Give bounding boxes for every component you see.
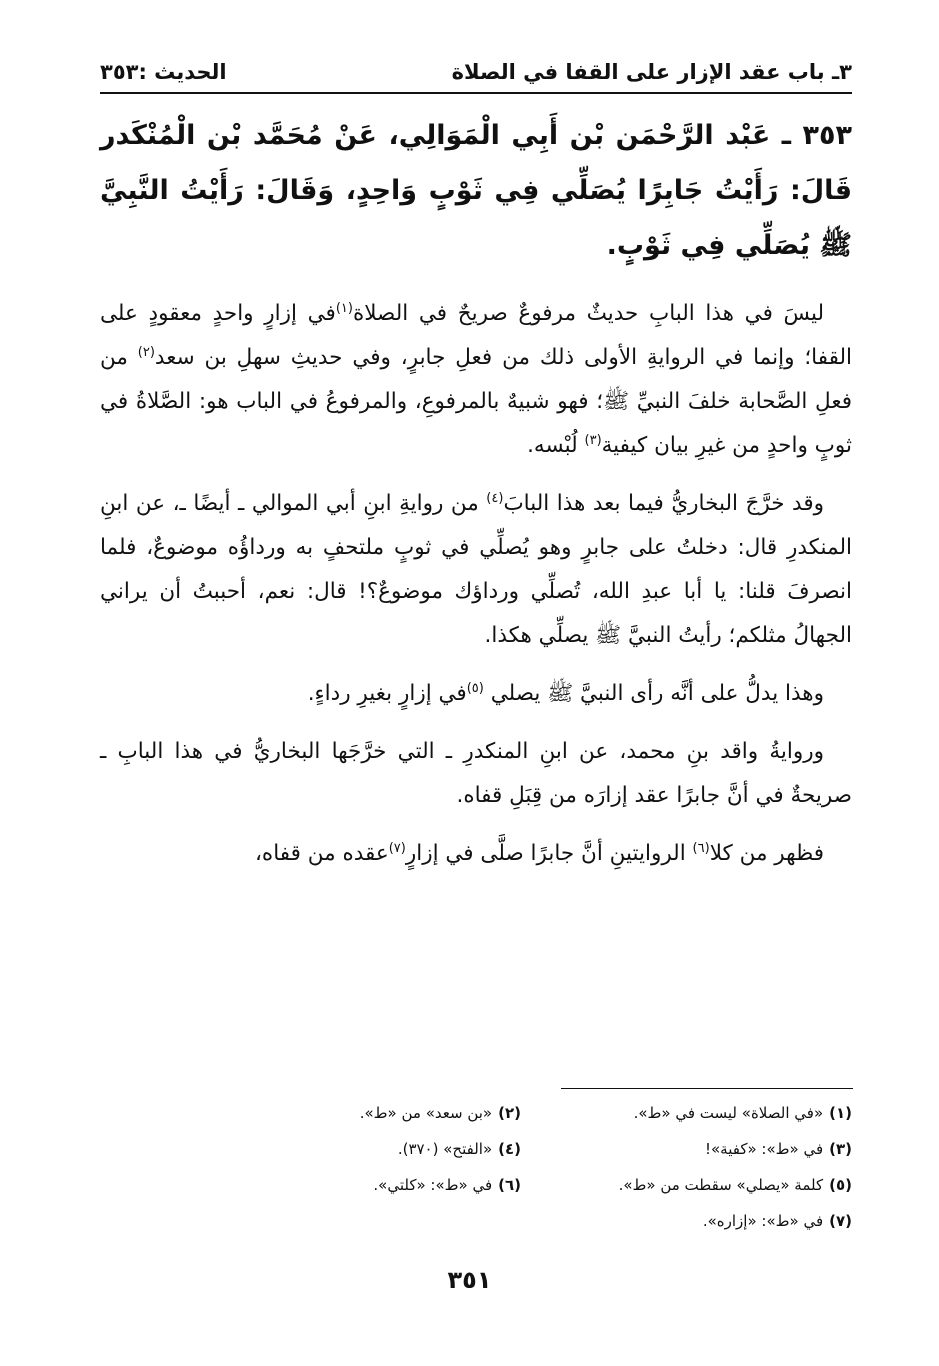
footnote-item: [561, 1134, 852, 1164]
paragraph-text: من فعلِ الصَّحابة خلفَ النبيِّ ﷺ؛ فهو شبيهٌ بالمرفوعِ، والمرفوعُ في الباب هو: الصَّلاةُ في ثوبٍ واحدٍ من غيرِ بيان كيفية: [100, 345, 852, 458]
paragraph-text: الروايتينِ أنَّ جابرًا صلَّى في إزارٍ: [405, 841, 693, 866]
hadith-number: ٣٥٣: [802, 120, 852, 151]
footnote-text: في «ط»: «إزاره».: [702, 1212, 824, 1230]
footnote-text: كلمة «يصلي» سقطت من «ط».: [618, 1176, 824, 1194]
footnote-number: (٤): [498, 1140, 521, 1158]
commentary-paragraph: [100, 292, 852, 468]
footnote-item: [561, 1206, 852, 1236]
commentary-paragraph: [100, 672, 852, 716]
footnote-marker: (١): [335, 300, 353, 316]
paragraph-text: من روايةِ ابنِ أبي الموالي ـ أيضًا ـ، عن ابنِ المنكدرِ قال: دخلتُ على جابرٍ وهو يُصلِّي في ثوبٍ ملتحفٍ به ورداؤُه موضوعٌ، فلما انصرفَ قلنا: يا أبا عبدِ الله، تُصلِّي ورداؤك موضوعٌ؟! قال: نعم، أحببتُ أن يراني الجهالُ مثلكم؛ رأيتُ النبيَّ ﷺ يصلِّي هكذا.: [100, 491, 852, 648]
footnote-number: (١): [829, 1104, 852, 1122]
page-number: ٣٥١: [447, 1266, 492, 1294]
footnote-marker: (٧): [388, 840, 406, 856]
footnote-text: «في الصلاة» ليست في «ط».: [633, 1104, 824, 1122]
footnote-number: (٢): [498, 1104, 521, 1122]
commentary: [100, 292, 852, 890]
footnote-divider: [561, 1088, 853, 1089]
footnote-text: في «ط»: «كلتي».: [373, 1176, 493, 1194]
footnote-marker: (٤): [486, 490, 504, 506]
paragraph-text: وهذا يدلُّ على أنَّه رأى النبيَّ ﷺ يصلي: [483, 681, 824, 706]
footnote-item: [230, 1134, 521, 1164]
running-header: [100, 52, 852, 94]
commentary-paragraph: [100, 482, 852, 658]
paragraph-text: لُبْسه.: [527, 433, 585, 458]
paragraph-text: عقده من قفاه،: [254, 841, 389, 866]
paragraph-text: وروايةُ واقد بنِ محمد، عن ابنِ المنكدرِ ـ التي خرَّجَها البخاريُّ في هذا البابِ ـ صريحةٌ في أنَّ جابرًا عقد إزارَه من قِبَلِ قفاه.: [100, 739, 852, 808]
footnote-item: [561, 1098, 852, 1128]
footnote-marker: (٣): [584, 432, 602, 448]
paragraph-text: فظهر من كلا: [709, 841, 824, 866]
paragraph-text: في إزارٍ واحدٍ معقودٍ على القفا؛ وإنما في الروايةِ الأولى ذلك من فعلِ جابرٍ، وفي حديثِ سهلِ بن سعد: [100, 301, 852, 370]
footnote-number: (٣): [829, 1140, 852, 1158]
chapter-title: ٣ـ باب عقد الإزار على القفا في الصلاة: [451, 60, 852, 84]
footnote-marker: (٦): [692, 840, 710, 856]
paragraph-text: ليسَ في هذا البابِ حديثٌ مرفوعٌ صريحٌ في الصلاة: [352, 301, 824, 326]
footnote-item: [561, 1170, 852, 1200]
footnote-item: [230, 1098, 521, 1128]
footnote-number: (٦): [498, 1176, 521, 1194]
hadith-body: ـ عَبْد الرَّحْمَن بْن أَبِي الْمَوَالِي، عَنْ مُحَمَّد بْن الْمُنْكَدر قَالَ: رَأَيْتُ جَابِرًا يُصَلِّي فِي ثَوْبٍ وَاحِدٍ، وَقَالَ: رَأَيْتُ النَّبِيَّ ﷺ يُصَلِّي فِي ثَوْبٍ.: [100, 120, 852, 261]
commentary-paragraph: [100, 832, 852, 876]
footnote-number: (٧): [829, 1212, 852, 1230]
commentary-paragraph: [100, 730, 852, 818]
paragraph-text: في إزارٍ بغيرِ رداءٍ.: [307, 681, 467, 706]
paragraph-text: وقد خرَّجَ البخاريُّ فيما بعد هذا البابَ: [503, 491, 825, 516]
footnote-marker: (٥): [466, 680, 484, 696]
footnote-text: «بن سعد» من «ط».: [359, 1104, 493, 1122]
hadith-text: [100, 108, 852, 273]
footnote-marker: (٢): [137, 344, 155, 360]
footnotes: [230, 1098, 852, 1236]
footnote-text: «الفتح» (٣٧٠).: [397, 1140, 493, 1158]
footnote-text: في «ط»: «كفية»!: [704, 1140, 824, 1158]
hadith-label: الحديث :٣٥٣: [100, 60, 227, 84]
footnote-number: (٥): [829, 1176, 852, 1194]
footnote-item: [230, 1170, 521, 1200]
